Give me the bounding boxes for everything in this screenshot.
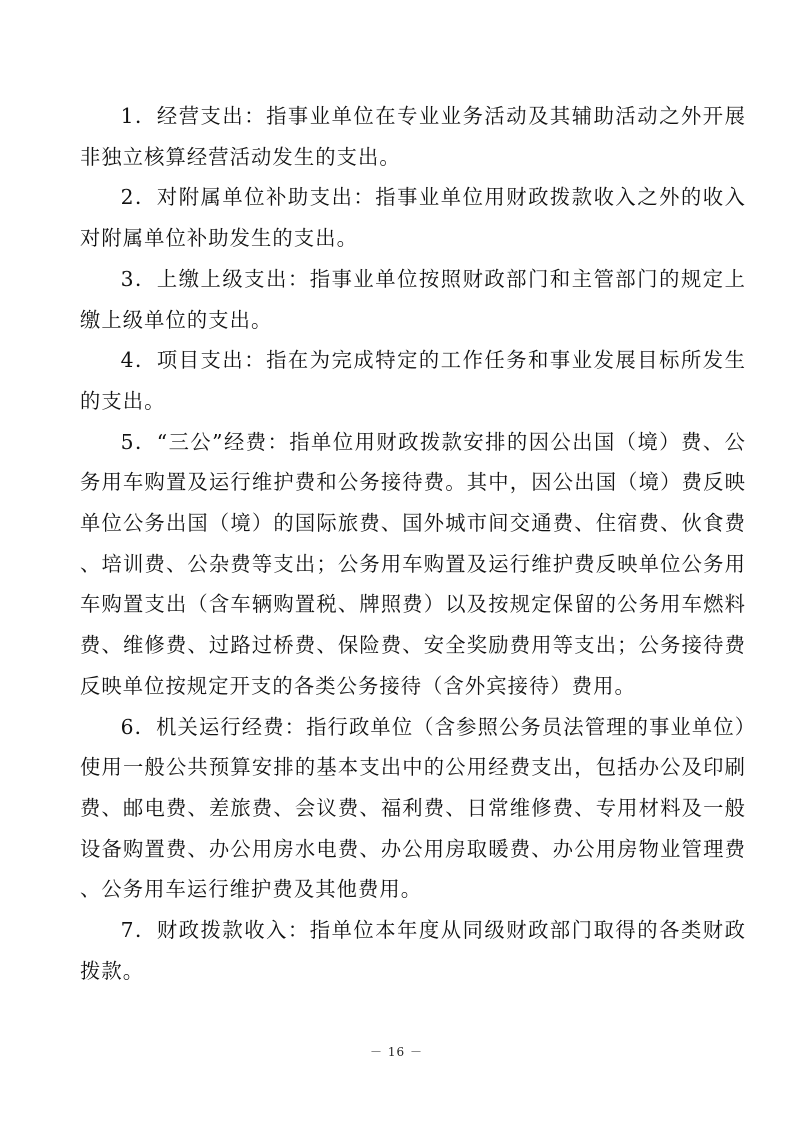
document-body (80, 96, 746, 991)
page-number: － 16 － (370, 1045, 423, 1059)
paragraph-agency-operating-expenses: 6．机关运行经费：指行政单位（含参照公务员法管理的事业单位）使用一般公共预算安排的基本支出中的公用经费支出，包括办公及印刷费、邮电费、差旅费、会议费、福利费、日常维修费、专用材料及一般设备购置费、办公用房水电费、办公用房取暖费、办公用房物业管理费、公务用车运行维护费及其他费用。 (80, 714, 746, 902)
paragraph-subsidiary-subsidy: 2．对附属单位补助支出：指事业单位用财政拨款收入之外的收入对附属单位补助发生的支出。 (80, 185, 746, 251)
paragraph-project-expenditure: 4．项目支出：指在为完成特定的工作任务和事业发展目标所发生的支出。 (80, 348, 746, 413)
paragraph-fiscal-appropriation-income: 7．财政拨款收入：指单位本年度从同级财政部门取得的各类财政拨款。 (80, 918, 746, 983)
paragraph-remittance-to-superior: 3．上缴上级支出：指事业单位按照财政部门和主管部门的规定上缴上级单位的支出。 (80, 266, 746, 332)
paragraph-operating-expenditure: 1．经营支出：指事业单位在专业业务活动及其辅助活动之外开展非独立核算经营活动发生的支出。 (80, 104, 746, 169)
paragraph-three-public-expenses: 5．“三公”经费：指单位用财政拨款安排的因公出国（境）费、公务用车购置及运行维护费和公务接待费。其中，因公出国（境）费反映单位公务出国（境）的国际旅费、国外城市间交通费、住宿费、伙食费、培训费、公杂费等支出；公务用车购置及运行维护费反映单位公务用车购置支出（含车辆购置税、牌照费）以及按规定保留的公务用车燃料费、维修费、过路过桥费、保险费、安全奖励费用等支出；公务接待费反映单位按规定开支的各类公务接待（含外宾接待）费用。 (80, 429, 746, 698)
